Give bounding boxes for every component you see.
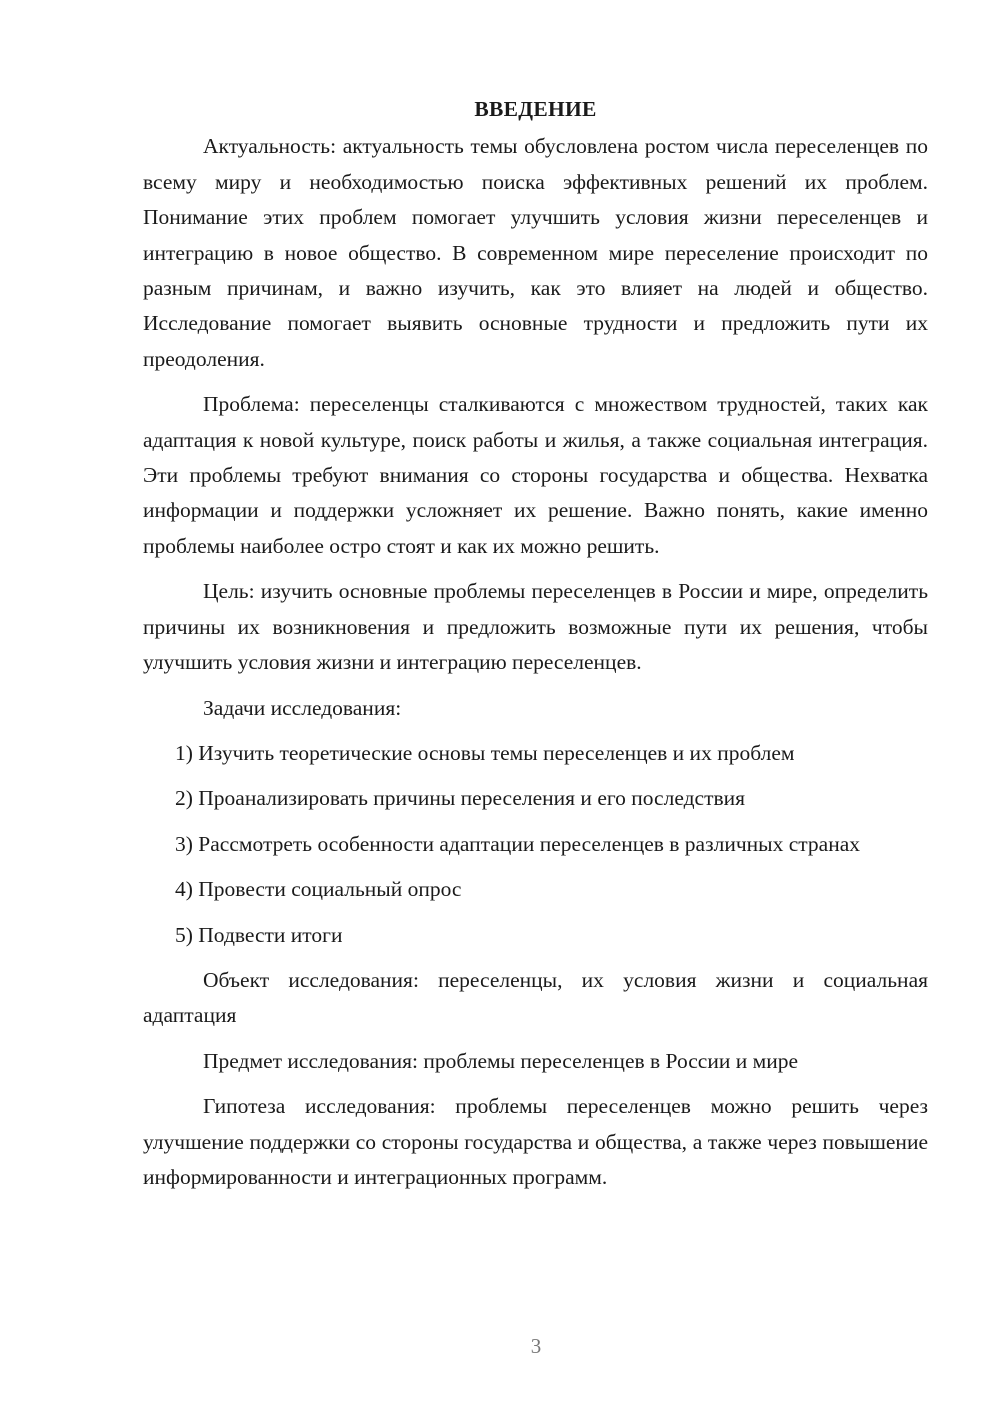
paragraph-goal: Цель: изучить основные проблемы переселенцев в России и мире, определить причины их возникновения и предложить возможные пути их решения, чтобы улучшить условия жизни и интеграцию переселенцев.: [143, 579, 928, 675]
page-number: 3: [530, 1334, 542, 1358]
paragraph-relevance: Актуальность: актуальность темы обусловлена ростом числа переселенцев по всему миру и необходимостью поиска эффективных решений их проблем. Понимание этих проблем помогает улучшить условия жизни переселенцев и интеграцию в новое общество. В современном мире переселение происходит по разным причинам, и важно изучить, как это влияет на людей и общество. Исследование помогает выявить основные трудности и предложить пути их преодоления.: [143, 134, 928, 371]
document-title: ВВЕДЕНИЕ: [474, 97, 597, 121]
task-item-4: 4) Провести социальный опрос: [175, 877, 462, 902]
task-item-2: 2) Проанализировать причины переселения и его последствия: [175, 786, 746, 811]
paragraph-tasks-heading: Задачи исследования:: [203, 695, 402, 720]
page-content: [143, 92, 928, 1205]
paragraph-object: Объект исследования: переселенцы, их условия жизни и социальная адаптация: [143, 967, 928, 1028]
paragraph-problem: Проблема: переселенцы сталкиваются с множеством трудностей, таких как адаптация к новой культуре, поиск работы и жилья, а также социальная интеграция. Эти проблемы требуют внимания со стороны государства и общества. Нехватка информации и поддержки усложняет их решение. Важно понять, какие именно проблемы наиболее остро стоят и как их можно решить.: [143, 392, 928, 558]
task-item-1: 1) Изучить теоретические основы темы переселенцев и их проблем: [175, 740, 795, 765]
task-item-5: 5) Подвести итоги: [175, 922, 343, 947]
paragraph-hypothesis: Гипотеза исследования: проблемы переселенцев можно решить через улучшение поддержки со стороны государства и общества, а также через повышение информированности и интеграционных программ.: [143, 1094, 928, 1189]
task-item-3: 3) Рассмотреть особенности адаптации переселенцев в различных странах: [175, 831, 861, 856]
paragraph-subject: Предмет исследования: проблемы переселенцев в России и мире: [203, 1048, 798, 1073]
